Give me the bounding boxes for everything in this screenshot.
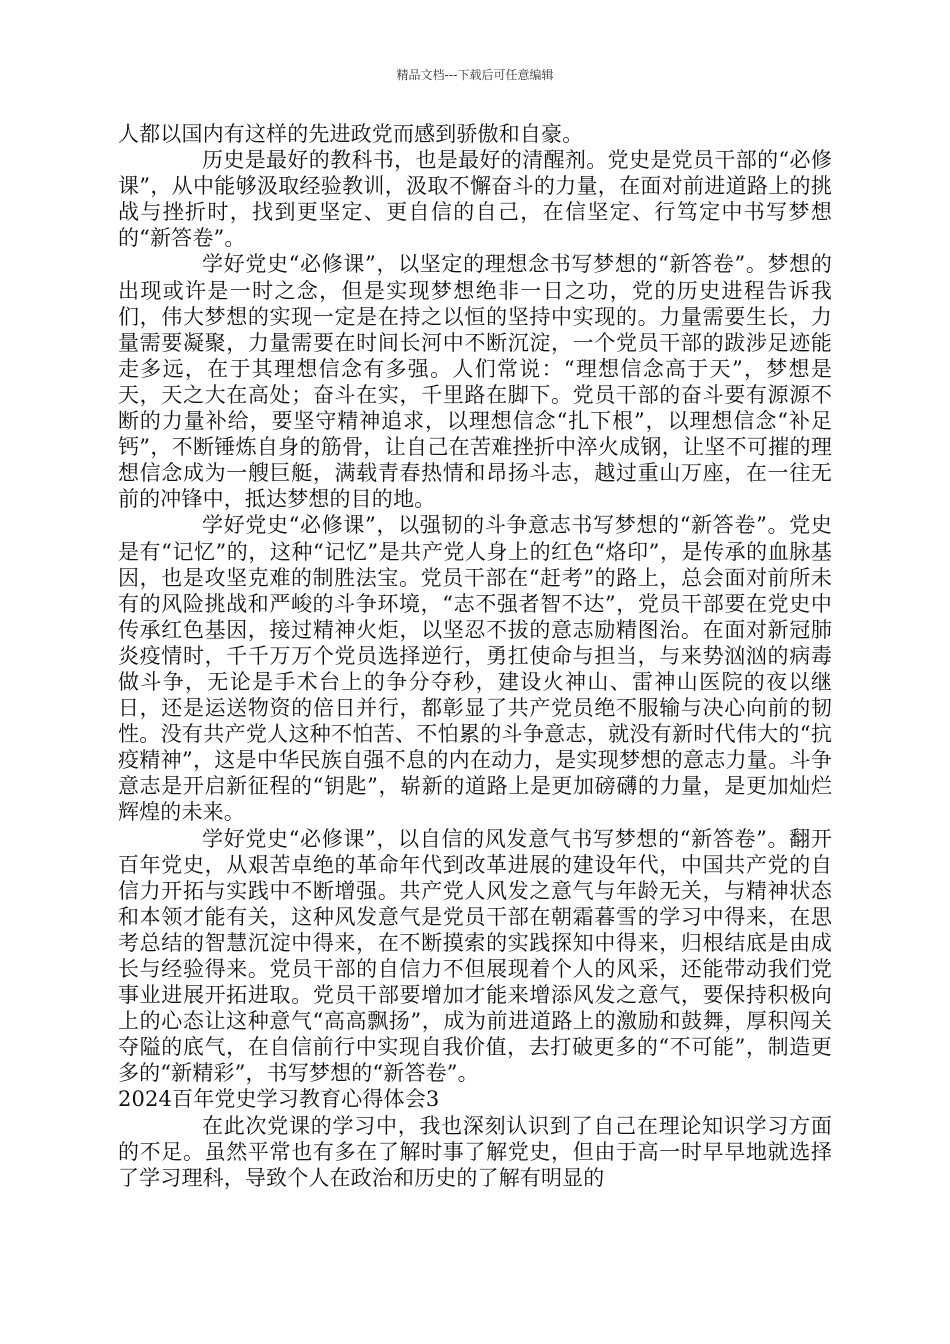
paragraph-continuation: 人都以国内有这样的先进政党而感到骄傲和自豪。 <box>118 122 584 146</box>
paragraph-ideals-faith: 学好党史“必修课”，以坚定的理想念书写梦想的“新答卷”。梦想的出现或许是一时之念，但是实现梦想绝非一日之功，党的历史进程告诉我们，伟大梦想的实现一定是在持之以恒的坚持中实现的。力量需要生长，力量需要凝聚，力量需要在时间长河中不断沉淀，一个党员干部的跋涉足迹能走多远，在于其理想信念有多强。人们常说：“理想信念高于天”，梦想是天，天之大在高处；奋斗在实，千里路在脚下。党员干部的奋斗要有源源不断的力量补给，要坚守精神追求，以理想信念“扎下根”，以理想信念“补足钙”，不断锤炼自身的筋骨，让自己在苦难挫折中淬火成钢，让坚不可摧的理想信念成为一艘巨艇，满载青春热情和昂扬斗志，越过重山万座，在一往无前的冲锋中，抵达梦想的目的地。 <box>118 252 832 512</box>
document-body <box>118 121 832 1191</box>
section-heading: 2024百年党史学习教育心得体会3 <box>118 1087 440 1112</box>
paragraph-confidence: 学好党史“必修课”，以自信的风发意气书写梦想的“新答卷”。翻开百年党史，从艰苦卓绝的革命年代到改革进展的建设年代，中国共产党的自信力开拓与实践中不断增强。共产党人风发之意气与年龄无关，与精神状态和本领才能有关，这种风发意气是党员干部在朝霜暮雪的学习中得来，在思考总结的智慧沉淀中得来，在不断摸索的实践探知中得来，归根结底是由成长与经验得来。党员干部的自信力不但展现着个人的风采，还能带动我们党事业进展开拓进取。党员干部要增加才能来增添风发之意气，要保持积极向上的心态让这种意气“高高飘扬”，成为前进道路上的激励和鼓舞，厚积闯关夺隘的底气，在自信前行中实现自我价值，去打破更多的“不可能”，制造更多的“新精彩”，书写梦想的“新答卷”。 <box>118 826 832 1086</box>
paragraph-struggle-will: 学好党史“必修课”，以强韧的斗争意志书写梦想的“新答卷”。党史是有“记忆”的，这种“记忆”是共产党人身上的红色“烙印”，是传承的血脉基因，也是攻坚克难的制胜法宝。党员干部在“赶考”的路上，总会面对前所未有的风险挑战和严峻的斗争环境，“志不强者智不达”，党员干部要在党史中传承红色基因，接过精神火炬，以坚忍不拔的意志励精图治。在面对新冠肺炎疫情时，千千万万个党员选择逆行，勇扛使命与担当，与来势汹汹的病毒做斗争，无论是手术台上的争分夺秒，建设火神山、雷神山医院的夜以继日，还是运送物资的倍日并行，都彰显了共产党员绝不服输与决心向前的韧性。没有共产党人这种不怕苦、不怕累的斗争意志，就没有新时代伟大的“抗疫精神”，这是中华民族自强不息的内在动力，是实现梦想的意志力量。斗争意志是开启新征程的“钥匙”，崭新的道路上是更加磅礴的力量，是更加灿烂辉煌的未来。 <box>118 513 832 825</box>
page-header: 精品文档---下载后可任意编辑 <box>396 68 554 82</box>
paragraph-history-textbook: 历史是最好的教科书，也是最好的清醒剂。党史是党员干部的“必修课”，从中能够汲取经验教训，汲取不懈奋斗的力量，在面对前进道路上的挑战与挫折时，找到更坚定、更自信的自己，在信坚定、行笃定中书写梦想的“新答卷”。 <box>118 148 832 251</box>
paragraph-party-lesson: 在此次党课的学习中，我也深刻认识到了自己在理论知识学习方面的不足。虽然平常也有多在了解时事了解党史，但由于高一时早早地就选择了学习理科，导致个人在政治和历史的了解有明显的 <box>118 1113 832 1190</box>
